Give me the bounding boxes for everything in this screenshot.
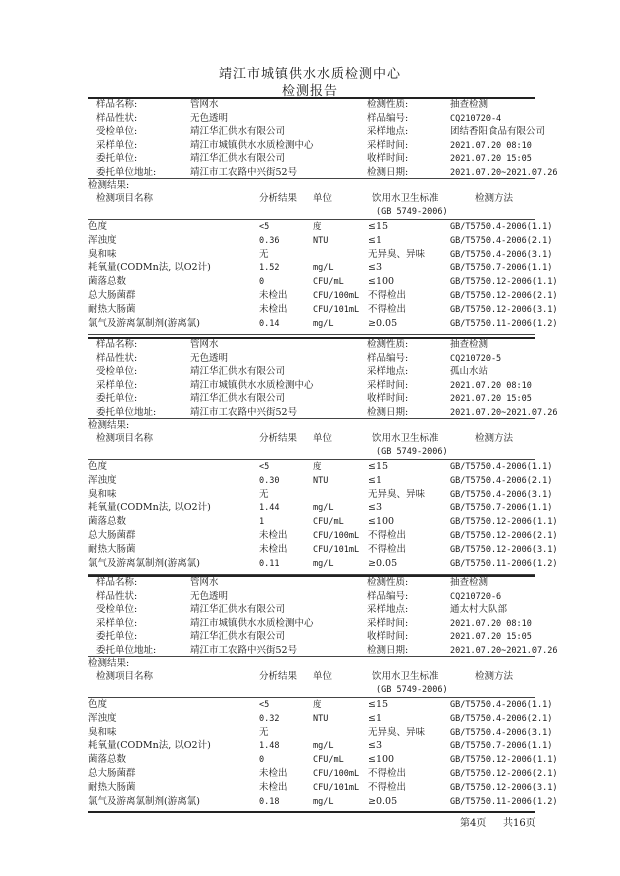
col-header-result: 分析结果	[259, 433, 298, 444]
report-org-title: 靖江市城镇供水水质检测中心	[218, 67, 401, 82]
table-cell-unit: mg/L	[313, 263, 334, 274]
table-cell-item: 臭和味	[88, 248, 117, 260]
table-cell-item: 臭和味	[88, 726, 117, 738]
table-cell-standard: 无异臭、异味	[368, 726, 426, 738]
table-cell-item: 总大肠菌群	[88, 290, 136, 301]
table-cell-method: GB/T5750.12-2006(1.1)	[450, 517, 558, 528]
table-cell-item: 浑浊度	[88, 234, 117, 246]
table-cell-standard: ≤15	[368, 461, 389, 472]
table-cell-standard: 不得检出	[368, 781, 407, 793]
field-value-receive-time: 2021.07.20 15:05	[450, 394, 532, 404]
table-cell-unit: CFU/100mL	[313, 531, 360, 541]
field-label-commissioned-unit: 受检单位:	[96, 604, 138, 615]
field-value-sampling-time: 2021.07.20 08:10	[450, 140, 532, 151]
table-cell-unit: CFU/mL	[313, 277, 344, 288]
col-header-item: 检测项目名称	[96, 433, 154, 444]
field-value-client-address: 靖江市工农路中兴街52号	[190, 166, 298, 178]
table-cell-method: GB/T5750.7-2006(1.1)	[450, 503, 553, 514]
field-label-sample-name: 样品名称:	[96, 339, 138, 350]
table-cell-unit: 度	[313, 462, 322, 472]
table-cell-standard: 无异臭、异味	[368, 488, 426, 500]
table-cell-standard: ≤3	[368, 262, 383, 274]
field-value-client-unit: 靖江华汇供水有限公司	[190, 631, 286, 642]
table-cell-method: GB/T5750.4-2006(1.1)	[450, 700, 553, 710]
table-cell-item: 菌落总数	[88, 516, 127, 528]
table-cell-unit: CFU/mL	[313, 755, 344, 766]
results-heading: 检测结果:	[88, 420, 130, 431]
table-cell-method: GB/T5750.12-2006(3.1)	[450, 782, 558, 793]
table-cell-unit: NTU	[313, 235, 329, 246]
field-label-sampling-unit: 采样单位:	[96, 617, 138, 629]
table-cell-item: 氯气及游离氯制剂(游离氯)	[88, 795, 200, 807]
field-label-commissioned-unit: 受检单位:	[96, 366, 138, 377]
field-label-sampling-unit: 采样单位:	[96, 379, 138, 391]
table-cell-method: GB/T5750.12-2006(3.1)	[450, 304, 558, 315]
field-value-sampling-time: 2021.07.20 08:10	[450, 618, 532, 629]
field-label-client-address: 委托单位地址:	[96, 166, 157, 178]
col-header-standard: 饮用水卫生标准	[372, 433, 439, 444]
field-label-sample-name: 样品名称:	[96, 577, 138, 588]
field-value-test-nature: 抽查检测	[450, 577, 489, 588]
table-cell-method: GB/T5750.4-2006(2.1)	[450, 235, 553, 246]
table-cell-unit: 度	[313, 700, 322, 710]
table-cell-standard: 不得检出	[368, 290, 407, 301]
field-label-sample-no: 样品编号:	[367, 590, 409, 602]
field-value-sample-property: 无色透明	[190, 352, 229, 364]
field-value-sample-property: 无色透明	[190, 112, 229, 124]
table-cell-unit: NTU	[313, 475, 329, 486]
table-cell-item: 色度	[88, 221, 108, 232]
table-cell-standard: ≤15	[368, 221, 389, 232]
table-cell-unit: mg/L	[313, 741, 334, 752]
table-cell-result: 1.52	[259, 263, 280, 274]
table-cell-item: 色度	[88, 699, 108, 710]
table-cell-standard: 不得检出	[368, 543, 407, 555]
table-cell-standard: ≥0.05	[368, 557, 398, 569]
table-cell-result: 无	[259, 488, 269, 500]
table-cell-standard: ≤100	[368, 276, 395, 288]
table-cell-method: GB/T5750.12-2006(2.1)	[450, 531, 558, 541]
table-cell-method: GB/T5750.4-2006(3.1)	[450, 727, 553, 738]
table-cell-result: <5	[259, 222, 270, 232]
section-rule	[88, 219, 535, 220]
table-cell-item: 色度	[88, 461, 108, 472]
field-value-client-unit: 靖江华汇供水有限公司	[190, 153, 286, 164]
table-cell-result: 未检出	[259, 290, 288, 301]
table-cell-result: <5	[259, 700, 270, 710]
field-label-sample-property: 样品性状:	[96, 352, 138, 364]
col-header-standard-code: (GB 5749-2006)	[376, 207, 448, 217]
page-total: 共16页	[503, 818, 536, 829]
field-label-receive-time: 收样时间:	[367, 393, 409, 404]
table-cell-item: 菌落总数	[88, 754, 127, 766]
field-label-sampling-unit: 采样单位:	[96, 139, 138, 151]
table-cell-standard: 无异臭、异味	[368, 248, 426, 260]
section-rule	[88, 811, 535, 813]
field-label-test-nature: 检测性质:	[367, 99, 409, 110]
field-label-test-date: 检测日期:	[367, 166, 409, 178]
table-cell-method: GB/T5750.4-2006(2.1)	[450, 713, 553, 724]
table-cell-result: 未检出	[259, 530, 288, 541]
field-label-sampling-time: 采样时间:	[367, 379, 409, 391]
table-cell-item: 耐热大肠菌	[88, 543, 136, 555]
table-cell-item: 臭和味	[88, 488, 117, 500]
field-value-test-date: 2021.07.20~2021.07.26	[450, 407, 558, 418]
table-cell-result: 未检出	[259, 543, 288, 555]
field-value-sampling-site: 团结香阳食品有限公司	[450, 126, 546, 137]
table-cell-method: GB/T5750.7-2006(1.1)	[450, 741, 553, 752]
col-header-standard: 饮用水卫生标准	[372, 671, 439, 682]
field-label-sample-no: 样品编号:	[367, 112, 409, 124]
field-label-receive-time: 收样时间:	[367, 153, 409, 164]
col-header-result: 分析结果	[259, 193, 298, 204]
page-number: 第4页	[460, 818, 487, 829]
field-value-sampling-time: 2021.07.20 08:10	[450, 380, 532, 391]
section-rule	[88, 697, 535, 698]
table-cell-unit: NTU	[313, 713, 329, 724]
table-cell-result: 未检出	[259, 781, 288, 793]
field-value-commissioned-unit: 靖江华汇供水有限公司	[190, 126, 286, 137]
field-value-test-date: 2021.07.20~2021.07.26	[450, 167, 558, 178]
table-cell-method: GB/T5750.12-2006(2.1)	[450, 769, 558, 779]
field-value-sampling-site: 孤山水站	[450, 366, 489, 377]
table-cell-method: GB/T5750.4-2006(3.1)	[450, 489, 553, 500]
table-cell-result: 0	[259, 277, 265, 288]
field-value-client-address: 靖江市工农路中兴街52号	[190, 644, 298, 656]
field-value-test-date: 2021.07.20~2021.07.26	[450, 645, 558, 656]
table-cell-method: GB/T5750.12-2006(1.1)	[450, 277, 558, 288]
field-label-client-unit: 委托单位:	[96, 631, 138, 642]
table-cell-result: 0.30	[259, 475, 280, 486]
col-header-method: 检测方法	[475, 433, 514, 444]
field-value-sampling-unit: 靖江市城镇供水水质检测中心	[190, 617, 314, 629]
table-cell-item: 耗氧量(CODMn法, 以O2计)	[88, 262, 211, 274]
table-cell-method: GB/T5750.7-2006(1.1)	[450, 263, 553, 274]
field-label-test-date: 检测日期:	[367, 406, 409, 418]
field-value-sample-name: 管网水	[190, 99, 219, 110]
field-value-client-address: 靖江市工农路中兴街52号	[190, 406, 298, 418]
table-cell-unit: 度	[313, 222, 322, 232]
table-cell-standard: ≤15	[368, 699, 389, 710]
col-header-unit: 单位	[313, 671, 333, 682]
field-label-sampling-site: 采样地点:	[367, 366, 409, 377]
field-value-sample-property: 无色透明	[190, 590, 229, 602]
table-cell-method: GB/T5750.11-2006(1.2)	[450, 796, 558, 807]
section-rule	[88, 418, 535, 419]
col-header-standard-code: (GB 5749-2006)	[376, 685, 448, 695]
table-cell-method: GB/T5750.11-2006(1.2)	[450, 558, 558, 569]
col-header-result: 分析结果	[259, 671, 298, 682]
table-cell-item: 氯气及游离氯制剂(游离氯)	[88, 317, 200, 329]
table-cell-unit: CFU/100mL	[313, 769, 360, 779]
section-rule	[88, 459, 535, 460]
col-header-standard: 饮用水卫生标准	[372, 193, 439, 204]
field-label-test-nature: 检测性质:	[367, 577, 409, 588]
table-cell-method: GB/T5750.12-2006(3.1)	[450, 544, 558, 555]
table-cell-method: GB/T5750.12-2006(2.1)	[450, 291, 558, 301]
col-header-standard-code: (GB 5749-2006)	[376, 447, 448, 457]
table-cell-unit: mg/L	[313, 796, 334, 807]
table-cell-method: GB/T5750.4-2006(1.1)	[450, 222, 553, 232]
table-cell-result: 1.44	[259, 503, 280, 514]
field-value-test-nature: 抽查检测	[450, 99, 489, 110]
col-header-item: 检测项目名称	[96, 671, 154, 682]
field-label-test-date: 检测日期:	[367, 644, 409, 656]
table-cell-standard: ≤100	[368, 754, 395, 766]
field-value-client-unit: 靖江华汇供水有限公司	[190, 393, 286, 404]
field-label-client-unit: 委托单位:	[96, 393, 138, 404]
table-cell-method: GB/T5750.4-2006(1.1)	[450, 462, 553, 472]
table-cell-item: 浑浊度	[88, 712, 117, 724]
col-header-unit: 单位	[313, 433, 333, 444]
table-cell-unit: mg/L	[313, 503, 334, 514]
field-label-sample-no: 样品编号:	[367, 352, 409, 364]
field-value-receive-time: 2021.07.20 15:05	[450, 632, 532, 642]
field-value-sample-name: 管网水	[190, 339, 219, 350]
table-cell-standard: ≥0.05	[368, 795, 398, 807]
report-title: 检测报告	[281, 84, 338, 99]
table-cell-unit: CFU/101mL	[313, 782, 360, 793]
field-label-sample-property: 样品性状:	[96, 590, 138, 602]
table-cell-standard: ≤3	[368, 502, 383, 514]
table-cell-result: 0.14	[259, 318, 280, 329]
col-header-method: 检测方法	[475, 671, 514, 682]
field-value-sample-no: CQ210720-5	[450, 353, 502, 364]
field-label-client-unit: 委托单位:	[96, 153, 138, 164]
field-label-client-address: 委托单位地址:	[96, 406, 157, 418]
table-cell-result: 0.11	[259, 558, 280, 569]
table-cell-item: 耗氧量(CODMn法, 以O2计)	[88, 502, 211, 514]
field-value-commissioned-unit: 靖江华汇供水有限公司	[190, 366, 286, 377]
table-cell-unit: CFU/mL	[313, 517, 344, 528]
table-cell-standard: ≤3	[368, 740, 383, 752]
field-value-sampling-site: 通太村大队部	[450, 604, 508, 615]
field-label-test-nature: 检测性质:	[367, 339, 409, 350]
table-cell-result: 1	[259, 517, 265, 528]
field-value-receive-time: 2021.07.20 15:05	[450, 154, 532, 164]
table-cell-unit: CFU/101mL	[313, 544, 360, 555]
table-cell-result: 无	[259, 248, 269, 260]
col-header-item: 检测项目名称	[96, 193, 154, 204]
field-value-sample-no: CQ210720-6	[450, 591, 502, 602]
col-header-method: 检测方法	[475, 193, 514, 204]
field-value-sample-no: CQ210720-4	[450, 113, 502, 124]
table-cell-result: <5	[259, 462, 270, 472]
field-value-sampling-unit: 靖江市城镇供水水质检测中心	[190, 379, 314, 391]
table-cell-result: 0	[259, 755, 265, 766]
table-cell-item: 浑浊度	[88, 474, 117, 486]
table-cell-standard: 不得检出	[368, 768, 407, 779]
table-cell-result: 1.48	[259, 741, 280, 752]
table-cell-item: 菌落总数	[88, 276, 127, 288]
table-cell-standard: ≤100	[368, 516, 395, 528]
table-cell-result: 未检出	[259, 303, 288, 315]
table-cell-item: 总大肠菌群	[88, 530, 136, 541]
table-cell-standard: 不得检出	[368, 303, 407, 315]
field-label-sample-name: 样品名称:	[96, 99, 138, 110]
table-cell-item: 耗氧量(CODMn法, 以O2计)	[88, 740, 211, 752]
field-value-sampling-unit: 靖江市城镇供水水质检测中心	[190, 139, 314, 151]
table-cell-result: 未检出	[259, 768, 288, 779]
field-value-sample-name: 管网水	[190, 577, 219, 588]
table-cell-standard: ≤1	[368, 712, 383, 724]
section-rule	[88, 178, 535, 179]
table-cell-item: 氯气及游离氯制剂(游离氯)	[88, 557, 200, 569]
table-cell-unit: CFU/100mL	[313, 291, 360, 301]
table-cell-item: 耐热大肠菌	[88, 781, 136, 793]
field-label-sampling-site: 采样地点:	[367, 126, 409, 137]
col-header-unit: 单位	[313, 193, 333, 204]
table-cell-method: GB/T5750.12-2006(1.1)	[450, 755, 558, 766]
results-heading: 检测结果:	[88, 180, 130, 191]
field-label-sampling-time: 采样时间:	[367, 139, 409, 151]
field-value-commissioned-unit: 靖江华汇供水有限公司	[190, 604, 286, 615]
table-cell-method: GB/T5750.11-2006(1.2)	[450, 318, 558, 329]
table-cell-item: 总大肠菌群	[88, 768, 136, 779]
table-cell-item: 耐热大肠菌	[88, 303, 136, 315]
table-cell-result: 0.32	[259, 713, 280, 724]
table-cell-unit: mg/L	[313, 318, 334, 329]
table-cell-result: 0.36	[259, 235, 280, 246]
table-cell-method: GB/T5750.4-2006(3.1)	[450, 249, 553, 260]
table-cell-standard: 不得检出	[368, 530, 407, 541]
table-cell-result: 无	[259, 726, 269, 738]
table-cell-standard: ≤1	[368, 474, 383, 486]
field-label-receive-time: 收样时间:	[367, 631, 409, 642]
field-label-commissioned-unit: 受检单位:	[96, 126, 138, 137]
section-rule	[88, 656, 535, 657]
section-rule	[88, 334, 535, 335]
field-label-sampling-time: 采样时间:	[367, 617, 409, 629]
table-cell-standard: ≤1	[368, 234, 383, 246]
table-cell-standard: ≥0.05	[368, 317, 398, 329]
field-label-sampling-site: 采样地点:	[367, 604, 409, 615]
table-cell-result: 0.18	[259, 796, 280, 807]
table-cell-unit: mg/L	[313, 558, 334, 569]
table-cell-unit: CFU/101mL	[313, 304, 360, 315]
field-value-test-nature: 抽查检测	[450, 339, 489, 350]
table-cell-method: GB/T5750.4-2006(2.1)	[450, 475, 553, 486]
field-label-client-address: 委托单位地址:	[96, 644, 157, 656]
results-heading: 检测结果:	[88, 658, 130, 669]
field-label-sample-property: 样品性状:	[96, 112, 138, 124]
